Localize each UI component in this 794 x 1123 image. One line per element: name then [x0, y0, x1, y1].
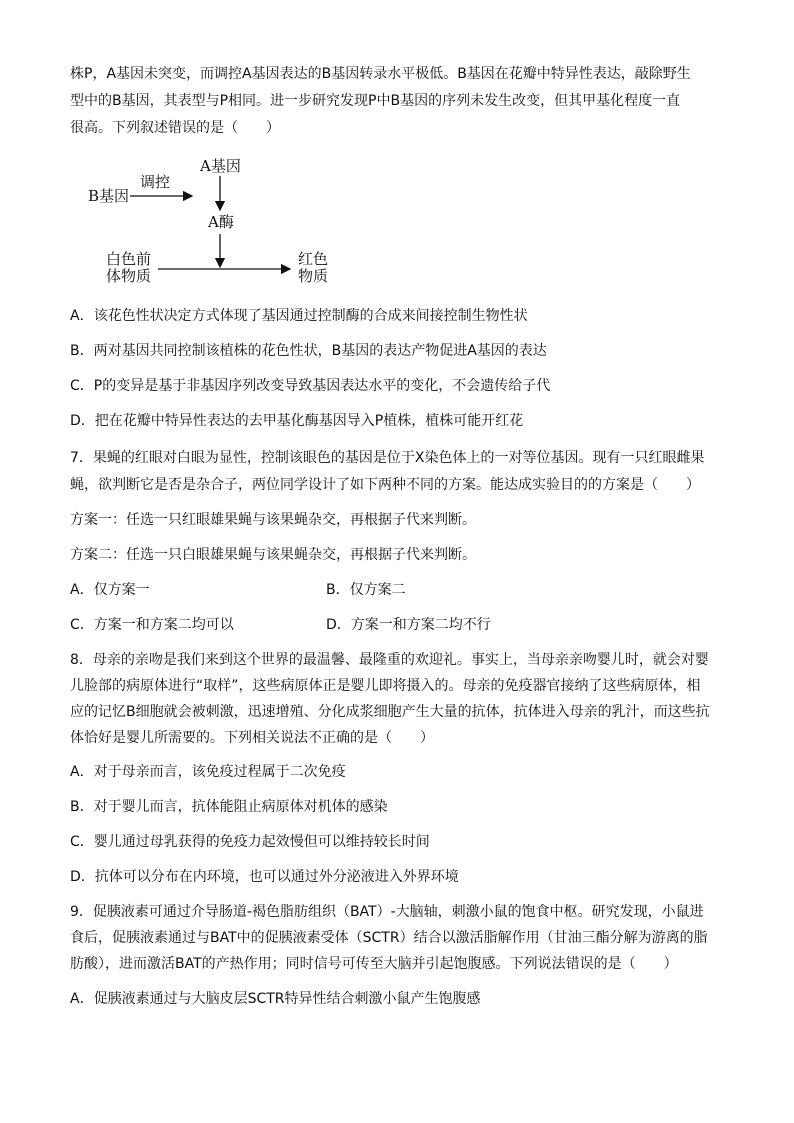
q7-option-d: D．方案一和方案二均不行 — [326, 617, 491, 633]
q9-stem-line-1: 9．促胰液素可通过介导肠道-褐色脂肪组织（BAT）-大脑轴，刺激小鼠的饱食中枢。研究发现，小鼠进 — [70, 904, 704, 920]
gene-b-label: B基因 — [88, 187, 130, 205]
q8-option-a: A．对于母亲而言，该免疫过程属于二次免疫 — [70, 764, 346, 780]
q9-stem-line-2: 食后，促胰液素通过与BAT中的促胰液素受体（SCTR）结合以激活脂解作用（甘油三酯分解为游离的脂 — [70, 930, 708, 946]
q6-stem-line-3: 很高。下列叙述错误的是（ ） — [70, 120, 280, 136]
gene-a-label: A基因 — [200, 157, 241, 175]
q8-stem-line-2: 儿脸部的病原体进行“取样”，这些病原体正是婴儿即将摄入的。母亲的免疫器官接纳了这些病原体，相 — [70, 678, 701, 694]
q9-stem-line-3: 肪酸），进而激活BAT的产热作用；同时信号可传至大脑并引起饱腹感。下列说法错误的是（ ） — [70, 956, 678, 972]
enzyme-a-label: A酶 — [208, 213, 234, 231]
q8-stem-line-1: 8．母亲的亲吻是我们来到这个世界的最温馨、最隆重的欢迎礼。事实上，当母亲亲吻婴儿时，就会对婴 — [70, 652, 709, 668]
white-substance-label-1: 白色前 — [106, 250, 152, 268]
q7-plan-2: 方案二：任选一只白眼雄果蝇与该果蝇杂交，再根据子代来判断。 — [70, 547, 476, 563]
red-substance-label-2: 物质 — [298, 267, 329, 285]
q7-option-a: A．仅方案一 — [70, 582, 150, 598]
q6-stem-line-1: 株P，A基因未突变，而调控A基因表达的B基因转录水平极低。B基因在花瓣中特异性表达，敲除野生 — [70, 66, 691, 82]
q8-stem-line-3: 应的记忆B细胞就会被刺激，迅速增殖、分化成浆细胞产生大量的抗体，抗体进入母亲的乳汁，而这些抗 — [70, 704, 710, 720]
pathway-diagram — [84, 154, 344, 284]
regulate-label: 调控 — [140, 173, 171, 191]
q7-plan-1: 方案一：任选一只红眼雄果蝇与该果蝇杂交，再根据子代来判断。 — [70, 512, 476, 528]
q6-option-b: B．两对基因共同控制该植株的花色性状，B基因的表达产物促进A基因的表达 — [70, 343, 547, 359]
q7-option-b: B．仅方案二 — [326, 582, 406, 598]
q8-option-c: C．婴儿通过母乳获得的免疫力起效慢但可以维持较长时间 — [70, 834, 430, 850]
red-substance-label-1: 红色 — [298, 250, 329, 268]
q9-option-a: A．促胰液素通过与大脑皮层SCTR特异性结合刺激小鼠产生饱腹感 — [70, 991, 481, 1007]
q6-stem-line-2: 型中的B基因，其表型与P相同。进一步研究发现P中B基因的序列未发生改变，但其甲基化程度一直 — [70, 93, 681, 109]
q8-stem-line-4: 体恰好是婴儿所需要的。下列相关说法不正确的是（ ） — [70, 730, 434, 746]
q8-option-d: D．抗体可以分布在内环境，也可以通过外分泌液进入外界环境 — [70, 869, 459, 885]
q7-stem-line-1: 7．果蝇的红眼对白眼为显性，控制该眼色的基因是位于X染色体上的一对等位基因。现有一只红眼雌果 — [70, 450, 705, 466]
white-substance-label-2: 体物质 — [106, 267, 152, 285]
q7-stem-line-2: 蝇，欲判断它是否是杂合子，两位同学设计了如下两种不同的方案。能达成实验目的的方案是（ ） — [70, 477, 700, 493]
q6-option-d: D．把在花瓣中特异性表达的去甲基化酶基因导入P植株，植株可能开红花 — [70, 413, 524, 429]
q8-option-b: B．对于婴儿而言，抗体能阻止病原体对机体的感染 — [70, 799, 388, 815]
q7-option-c: C．方案一和方案二均可以 — [70, 617, 234, 633]
q6-option-c: C．P的变异是基于非基因序列改变导致基因表达水平的变化，不会遗传给子代 — [70, 378, 551, 394]
q6-option-a: A．该花色性状决定方式体现了基因通过控制酶的合成来间接控制生物性状 — [70, 308, 528, 324]
